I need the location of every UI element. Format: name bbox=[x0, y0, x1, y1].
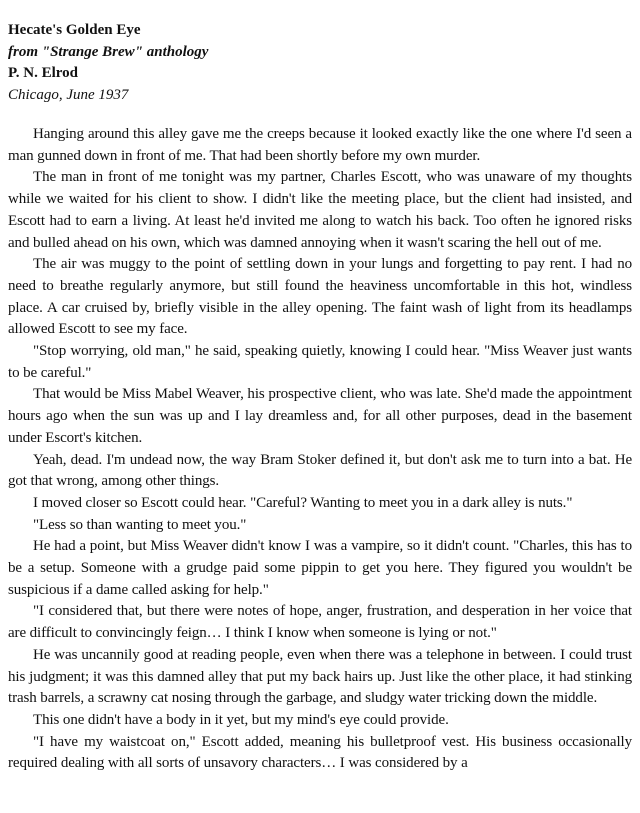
paragraph: "I considered that, but there were notes of hope, anger, frustration, and desperation in her voice that are difficult to convincingly feign… I think I know when someone is lying or not." bbox=[8, 603, 632, 642]
paragraph: The man in front of me tonight was my partner, Charles Escott, who was unaware of my thoughts while we waited for his client to show. I didn't like the meeting place, but the client had insisted, and Escott had to earn a living. At least he'd invited me along to watch his back. Too often he ignored risks and bulled ahead on his own, which was damned annoying when it wasn't scaring the hell out of me. bbox=[8, 169, 632, 251]
paragraph: The air was muggy to the point of settling down in your lungs and forgetting to pay rent. I had no need to breathe regularly anymore, but still found the heaviness uncomfortable in this hot, windless place. A car cruised by, briefly visible in the alley opening. The faint wash of light from its headlamps allowed Escott to see my face. bbox=[8, 256, 632, 338]
author-name: P. N. Elrod bbox=[8, 65, 79, 81]
place-date: Chicago, June 1937 bbox=[8, 86, 129, 103]
document-header bbox=[8, 20, 632, 106]
paragraph: He had a point, but Miss Weaver didn't know I was a vampire, so it didn't count. "Charles, this has to be a setup. Someone with a grudge paid some pippin to get you here. They figured you wouldn't be suspicious if a dame called asking for help." bbox=[8, 538, 632, 598]
paragraph: "Stop worrying, old man," he said, speaking quietly, knowing I could hear. "Miss Weaver just wants to be careful." bbox=[8, 343, 632, 381]
paragraph: He was uncannily good at reading people, even when there was a telephone in between. I could trust his judgment; it was this damned alley that put my back hairs up. Just like the other place, it had stinking trash barrels, a scrawny cat nosing through the garbage, and sludgy water tricking down the middle. bbox=[8, 646, 632, 707]
paragraph: That would be Miss Mabel Weaver, his prospective client, who was late. She'd made the appointment hours ago when the sun was up and I lay dreamless and, for all other purposes, dead in the basement under Escort's kitchen. bbox=[8, 386, 632, 446]
paragraph: Yeah, dead. I'm undead now, the way Bram Stoker defined it, but don't ask me to turn into a bat. He got that wrong, among other things. bbox=[8, 451, 632, 490]
paragraph: "Less so than wanting to meet you." bbox=[33, 516, 247, 533]
story-body bbox=[8, 124, 632, 775]
paragraph: Hanging around this alley gave me the creeps because it looked exactly like the one where I'd seen a man gunned down in front of me. That had been shortly before my own murder. bbox=[8, 126, 632, 164]
anthology-source: from "Strange Brew" anthology bbox=[8, 43, 209, 60]
document-page bbox=[8, 20, 632, 775]
paragraph: "I have my waistcoat on," Escott added, meaning his bulletproof vest. His business occasionally required dealing with all sorts of unsavory characters… I was considered by a bbox=[8, 733, 632, 772]
story-title: Hecate's Golden Eye bbox=[8, 22, 141, 38]
paragraph: This one didn't have a body in it yet, but my mind's eye could provide. bbox=[33, 711, 449, 728]
paragraph: I moved closer so Escott could hear. "Careful? Wanting to meet you in a dark alley is nuts." bbox=[33, 494, 573, 511]
